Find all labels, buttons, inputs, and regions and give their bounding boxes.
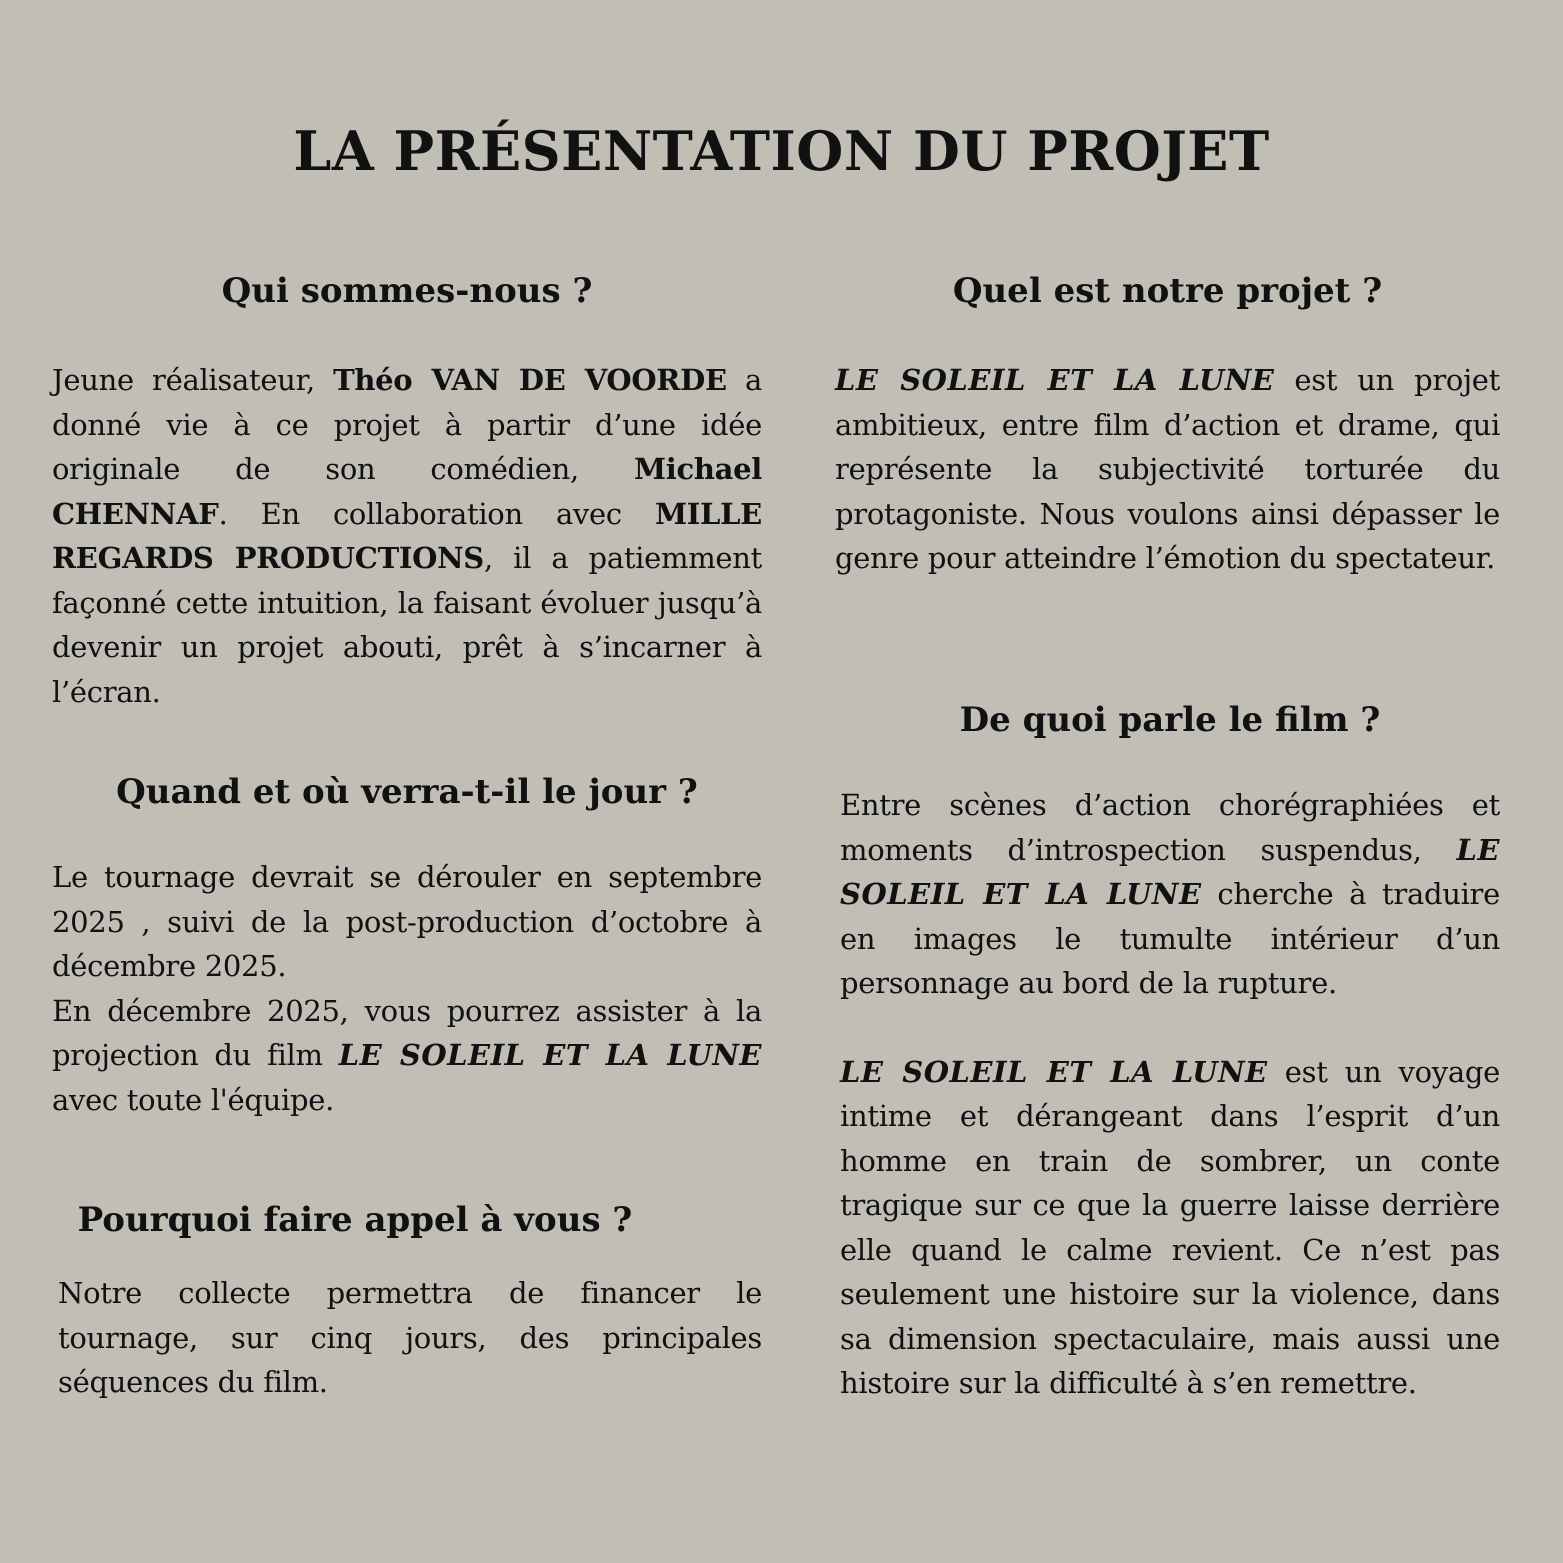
film-title: LE SOLEIL ET LA LUNE [840, 832, 1500, 911]
section-qui-sommes-nous [52, 270, 762, 714]
text-run: . En collaboration avec [218, 496, 655, 531]
section-paragraph [840, 1050, 1500, 1406]
text-run: avec toute l'équipe. [52, 1082, 334, 1117]
text-run: Jeune réalisateur, [52, 363, 334, 397]
film-title: LE SOLEIL ET LA LUNE [840, 1054, 1268, 1089]
text-run: cherche à traduire en images le tumulte intérieur d’un personnage au bord de la rupture. [840, 877, 1500, 1000]
production-company: MILLE REGARDS PRODUCTIONS [52, 496, 762, 575]
section-notre-projet [835, 270, 1500, 581]
actor-name: Michael CHENNAF [52, 452, 762, 531]
text-run: Le tournage devrait se dérouler en septembre 2025 , suivi de la post-production d’octobre à décembre 2025. [52, 860, 762, 983]
text-run: est un voyage intime et dérangeant dans l’esprit d’un homme en train de sombrer, un conte tragique sur ce que la guerre laisse derrière elle quand le calme revient. Ce n’est pas seulement une histoire sur la violence, dans sa dimension spectaculaire, mais aussi une histoire sur la difficulté à s’en remettre. [840, 1054, 1500, 1400]
section-quand-et-ou [52, 771, 762, 1122]
section-heading: Quand et où verra-t-il le jour ? [116, 772, 698, 812]
film-title: LE SOLEIL ET LA LUNE [338, 1038, 762, 1072]
section-pourquoi [58, 1199, 762, 1405]
text-run: est un projet ambitieux, entre film d’action et drame, qui représente la subjectivité torturée du protagoniste. Nous voulons ainsi dépasser le genre pour atteindre l’émotion du spectateur. [835, 363, 1500, 575]
section-heading: Pourquoi faire appel à vous ? [77, 1200, 633, 1240]
section-paragraph: Notre collecte permettra de financer le tournage, sur cinq jours, des principales séquences du film. [58, 1276, 762, 1399]
text-run: Entre scènes d’action chorégraphiées et moments d’introspection suspendus, [840, 788, 1500, 867]
section-paragraph [52, 358, 762, 714]
section-de-quoi-parle-le-film [840, 699, 1500, 1406]
text-run: , il a patiemment façonné cette intuition, la faisant évoluer jusqu’à devenir un projet abouti, prêt à s’incarner à l’écran. [52, 541, 762, 709]
film-title: LE SOLEIL ET LA LUNE [835, 363, 1275, 397]
section-heading: Quel est notre projet ? [952, 271, 1383, 311]
section-paragraph [52, 855, 762, 1122]
section-paragraph [840, 783, 1500, 1006]
section-heading: Qui sommes-nous ? [221, 271, 593, 311]
text-run: a donné vie à ce projet à partir d’une idée originale de son comédien, [52, 363, 762, 486]
director-name: Théo VAN DE VOORDE [333, 363, 727, 397]
page-title: LA PRÉSENTATION DU PROJET [293, 119, 1270, 183]
section-heading: De quoi parle le film ? [959, 700, 1381, 740]
section-paragraph [835, 358, 1500, 581]
text-run: En décembre 2025, vous pourrez assister à la projection du film [52, 993, 762, 1072]
